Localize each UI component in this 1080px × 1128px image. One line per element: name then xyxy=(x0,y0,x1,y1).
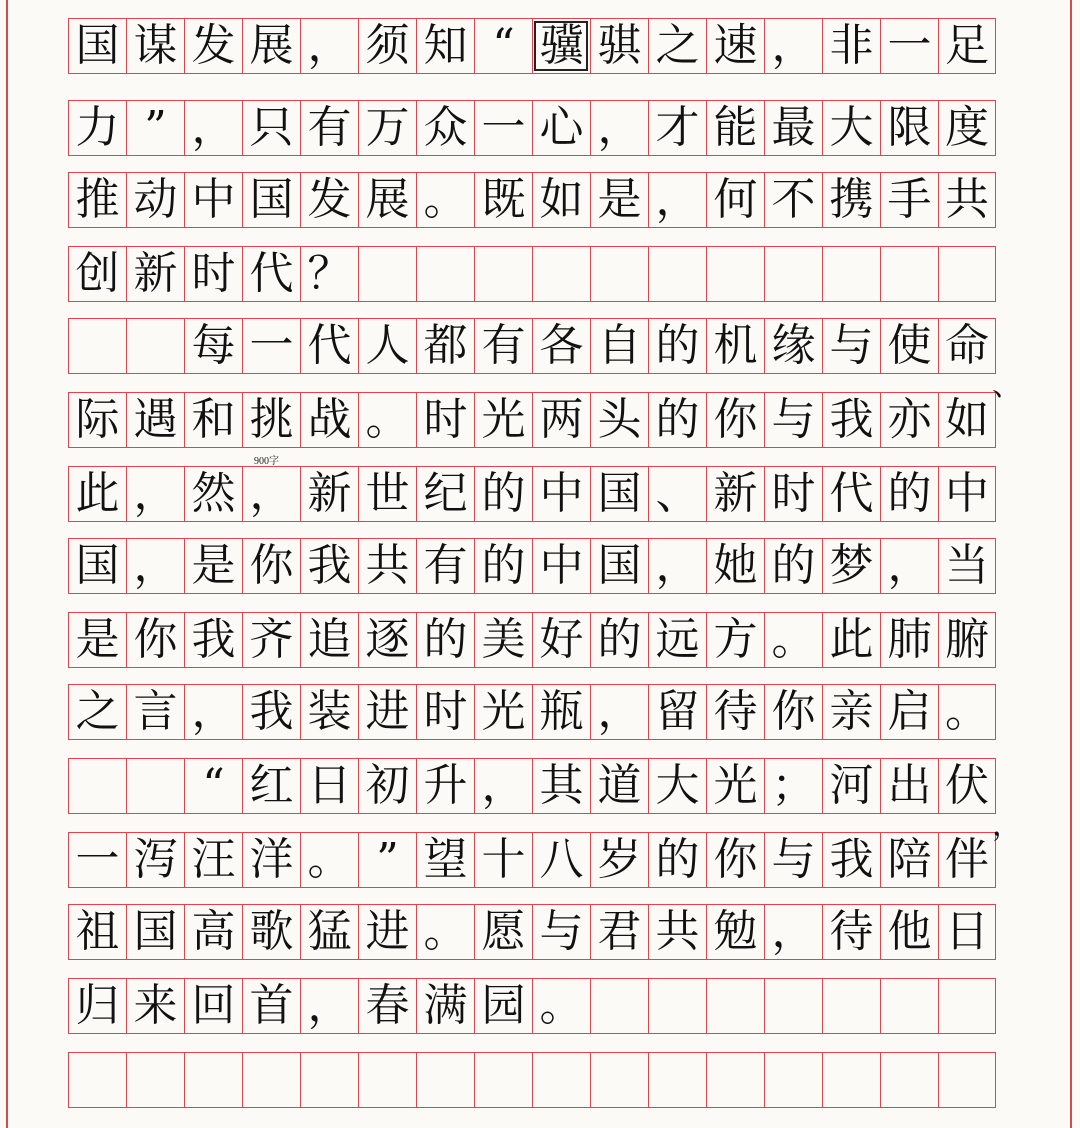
grid-cell: 你 xyxy=(242,539,300,593)
grid-cell: 展 xyxy=(358,173,416,227)
grid-cell: 发 xyxy=(300,173,358,227)
grid-cell: 君 xyxy=(590,905,648,959)
grid-cell: 一 xyxy=(474,101,532,155)
grid-cell: 祖 xyxy=(68,905,126,959)
grid-cell: ， xyxy=(126,467,184,521)
grid-row xyxy=(68,978,996,1034)
grid-cell: 携 xyxy=(822,173,880,227)
grid-row xyxy=(68,318,996,374)
grid-cell: 美 xyxy=(474,613,532,667)
grid-cell: 。 xyxy=(416,905,474,959)
grid-cell: 国 xyxy=(68,19,126,73)
grid-cell: 心 xyxy=(532,101,590,155)
grid-cell: 度 xyxy=(938,101,996,155)
grid-cell xyxy=(880,979,938,1033)
grid-cell xyxy=(300,1053,358,1107)
grid-cell xyxy=(648,979,706,1033)
grid-cell: ； xyxy=(764,759,822,813)
grid-cell xyxy=(764,979,822,1033)
grid-cell xyxy=(648,247,706,301)
grid-row xyxy=(68,18,996,74)
grid-cell: 汪 xyxy=(184,833,242,887)
grid-cell: 与 xyxy=(822,319,880,373)
grid-cell: 国 xyxy=(68,539,126,593)
grid-cell: ， xyxy=(590,685,648,739)
grid-cell: 此 xyxy=(68,467,126,521)
grid-cell: 我 xyxy=(822,393,880,447)
grid-cell: 猛 xyxy=(300,905,358,959)
grid-cell: 何 xyxy=(706,173,764,227)
grid-cell: 启 xyxy=(880,685,938,739)
grid-cell: 的 xyxy=(474,467,532,521)
grid-cell: 国 xyxy=(590,467,648,521)
grid-cell: 日 xyxy=(938,905,996,959)
grid-cell: 留 xyxy=(648,685,706,739)
grid-cell: ” xyxy=(126,101,184,155)
grid-cell: 新 xyxy=(126,247,184,301)
grid-cell: 大 xyxy=(822,101,880,155)
grid-cell: 的 xyxy=(416,613,474,667)
grid-cell: 你 xyxy=(764,685,822,739)
grid-cell xyxy=(938,979,996,1033)
grid-cell: 新 xyxy=(706,467,764,521)
grid-cell: 遇 xyxy=(126,393,184,447)
grid-cell: 时 xyxy=(416,393,474,447)
grid-cell: ， xyxy=(184,685,242,739)
grid-cell: 创 xyxy=(68,247,126,301)
grid-cell: ， xyxy=(300,979,358,1033)
grid-row xyxy=(68,832,996,888)
left-margin-line xyxy=(6,0,8,1128)
grid-cell: 、 xyxy=(648,467,706,521)
grid-cell: 十 xyxy=(474,833,532,887)
grid-row xyxy=(68,758,996,814)
grid-cell: 中 xyxy=(938,467,996,521)
grid-cell: 既 xyxy=(474,173,532,227)
grid-cell: 共 xyxy=(938,173,996,227)
grid-cell: 使 xyxy=(880,319,938,373)
grid-cell: 自 xyxy=(590,319,648,373)
grid-row xyxy=(68,684,996,740)
grid-cell: ， xyxy=(880,539,938,593)
grid-cell xyxy=(648,1053,706,1107)
grid-cell: ， xyxy=(648,539,706,593)
grid-cell: 首 xyxy=(242,979,300,1033)
grid-cell xyxy=(126,1053,184,1107)
grid-cell xyxy=(822,979,880,1033)
grid-cell: 纪 xyxy=(416,467,474,521)
grid-cell xyxy=(416,1053,474,1107)
grid-cell: 和 xyxy=(184,393,242,447)
grid-cell: 只 xyxy=(242,101,300,155)
grid-cell: 伴 xyxy=(938,833,996,887)
grid-cell: 推 xyxy=(68,173,126,227)
grid-cell: 之 xyxy=(68,685,126,739)
grid-cell: 。 xyxy=(764,613,822,667)
grid-cell: “ xyxy=(474,19,532,73)
grid-cell: 进 xyxy=(358,905,416,959)
grid-cell: 国 xyxy=(242,173,300,227)
grid-cell: 骐 xyxy=(590,19,648,73)
grid-cell: 才 xyxy=(648,101,706,155)
grid-cell xyxy=(68,759,126,813)
grid-cell: 待 xyxy=(822,905,880,959)
grid-cell: 梦 xyxy=(822,539,880,593)
grid-cell: ， xyxy=(300,19,358,73)
grid-cell: 缘 xyxy=(764,319,822,373)
grid-cell: 肺 xyxy=(880,613,938,667)
grid-cell xyxy=(880,247,938,301)
grid-cell: 方 xyxy=(706,613,764,667)
grid-cell: ， xyxy=(184,101,242,155)
grid-cell xyxy=(184,1053,242,1107)
grid-cell: 与 xyxy=(764,393,822,447)
grid-row xyxy=(68,612,996,668)
grid-cell: 腑 xyxy=(938,613,996,667)
grid-cell: 不 xyxy=(764,173,822,227)
grid-cell xyxy=(764,1053,822,1107)
grid-cell: ， xyxy=(764,19,822,73)
grid-cell xyxy=(880,1053,938,1107)
grid-cell: 泻 xyxy=(126,833,184,887)
grid-cell: 高 xyxy=(184,905,242,959)
grid-cell: 之 xyxy=(648,19,706,73)
grid-cell: 你 xyxy=(706,393,764,447)
grid-cell: 的 xyxy=(764,539,822,593)
overflow-mark: ， xyxy=(992,808,1022,843)
grid-cell: 中 xyxy=(532,539,590,593)
grid-cell: 伏 xyxy=(938,759,996,813)
word-count-label: 900字 xyxy=(254,456,279,467)
grid-cell xyxy=(358,1053,416,1107)
grid-cell xyxy=(590,247,648,301)
grid-cell: 她 xyxy=(706,539,764,593)
grid-cell: ， xyxy=(590,101,648,155)
grid-row xyxy=(68,1052,996,1108)
grid-cell: 知 xyxy=(416,19,474,73)
grid-cell: 中 xyxy=(184,173,242,227)
grid-cell: 。 xyxy=(416,173,474,227)
grid-cell xyxy=(416,247,474,301)
grid-cell: 有 xyxy=(474,319,532,373)
grid-cell: 共 xyxy=(358,539,416,593)
grid-cell: 展 xyxy=(242,19,300,73)
grid-cell: ， xyxy=(474,759,532,813)
grid-cell: 时 xyxy=(764,467,822,521)
grid-cell: 。 xyxy=(532,979,590,1033)
grid-cell: 速 xyxy=(706,19,764,73)
overflow-mark: 、 xyxy=(992,368,1022,403)
grid-cell: 骥 xyxy=(532,19,590,73)
grid-cell: 亦 xyxy=(880,393,938,447)
grid-row xyxy=(68,246,996,302)
grid-cell: 与 xyxy=(532,905,590,959)
grid-cell: 发 xyxy=(184,19,242,73)
grid-cell: 战 xyxy=(300,393,358,447)
right-margin-line xyxy=(1070,0,1072,1128)
grid-cell xyxy=(358,247,416,301)
grid-cell: 是 xyxy=(590,173,648,227)
grid-cell: 。 xyxy=(358,393,416,447)
grid-cell: 当 xyxy=(938,539,996,593)
grid-row xyxy=(68,172,996,228)
grid-cell: 你 xyxy=(706,833,764,887)
grid-cell: 都 xyxy=(416,319,474,373)
grid-cell: 每 xyxy=(184,319,242,373)
grid-cell xyxy=(68,319,126,373)
grid-cell: ？ xyxy=(300,247,358,301)
grid-cell: 逐 xyxy=(358,613,416,667)
grid-cell: 岁 xyxy=(590,833,648,887)
grid-cell: 我 xyxy=(300,539,358,593)
grid-cell: 其 xyxy=(532,759,590,813)
grid-cell: 是 xyxy=(184,539,242,593)
grid-cell: 足 xyxy=(938,19,996,73)
grid-cell: 远 xyxy=(648,613,706,667)
grid-cell: ， xyxy=(764,905,822,959)
grid-cell: 装 xyxy=(300,685,358,739)
grid-cell: 的 xyxy=(648,393,706,447)
grid-row xyxy=(68,538,996,594)
grid-cell: 勉 xyxy=(706,905,764,959)
grid-cell: 挑 xyxy=(242,393,300,447)
grid-cell: 国 xyxy=(126,905,184,959)
grid-cell: 能 xyxy=(706,101,764,155)
grid-cell xyxy=(706,979,764,1033)
grid-cell: 我 xyxy=(184,613,242,667)
grid-cell xyxy=(590,979,648,1033)
grid-cell: 须 xyxy=(358,19,416,73)
grid-cell xyxy=(938,247,996,301)
grid-cell xyxy=(126,759,184,813)
grid-cell: 机 xyxy=(706,319,764,373)
grid-cell xyxy=(764,247,822,301)
grid-cell: 各 xyxy=(532,319,590,373)
grid-cell: 谋 xyxy=(126,19,184,73)
grid-cell: 瓶 xyxy=(532,685,590,739)
grid-cell: 八 xyxy=(532,833,590,887)
grid-cell xyxy=(532,247,590,301)
grid-cell: 时 xyxy=(184,247,242,301)
grid-cell: 出 xyxy=(880,759,938,813)
grid-cell: 有 xyxy=(416,539,474,593)
grid-cell: 大 xyxy=(648,759,706,813)
grid-cell: 日 xyxy=(300,759,358,813)
grid-cell: 手 xyxy=(880,173,938,227)
grid-cell: 一 xyxy=(880,19,938,73)
grid-cell: 待 xyxy=(706,685,764,739)
grid-cell: 道 xyxy=(590,759,648,813)
grid-row xyxy=(68,904,996,960)
grid-cell xyxy=(242,1053,300,1107)
grid-cell: 升 xyxy=(416,759,474,813)
grid-cell: 一 xyxy=(68,833,126,887)
grid-cell: 限 xyxy=(880,101,938,155)
grid-cell xyxy=(706,1053,764,1107)
grid-cell: 新 xyxy=(300,467,358,521)
grid-cell: 光 xyxy=(474,393,532,447)
grid-cell: 命 xyxy=(938,319,996,373)
grid-cell: ， xyxy=(242,467,300,521)
grid-cell: 歌 xyxy=(242,905,300,959)
grid-cell: 红 xyxy=(242,759,300,813)
grid-cell: 愿 xyxy=(474,905,532,959)
grid-cell: 的 xyxy=(880,467,938,521)
grid-cell: 代 xyxy=(242,247,300,301)
grid-cell: 际 xyxy=(68,393,126,447)
grid-cell: 光 xyxy=(474,685,532,739)
grid-cell: 的 xyxy=(590,613,648,667)
grid-cell: 初 xyxy=(358,759,416,813)
grid-cell: 动 xyxy=(126,173,184,227)
grid-row xyxy=(68,392,996,448)
grid-cell: 他 xyxy=(880,905,938,959)
grid-cell: 最 xyxy=(764,101,822,155)
grid-cell: 亲 xyxy=(822,685,880,739)
grid-cell: 追 xyxy=(300,613,358,667)
grid-cell: 有 xyxy=(300,101,358,155)
grid-cell: 你 xyxy=(126,613,184,667)
grid-cell: 满 xyxy=(416,979,474,1033)
grid-cell: 光 xyxy=(706,759,764,813)
grid-cell: 力 xyxy=(68,101,126,155)
grid-cell: 共 xyxy=(648,905,706,959)
grid-cell: 我 xyxy=(242,685,300,739)
grid-cell: 众 xyxy=(416,101,474,155)
grid-cell: 非 xyxy=(822,19,880,73)
grid-cell: 万 xyxy=(358,101,416,155)
grid-cell: 此 xyxy=(822,613,880,667)
grid-cell xyxy=(474,247,532,301)
grid-cell: 来 xyxy=(126,979,184,1033)
grid-cell xyxy=(68,1053,126,1107)
grid-cell: 中 xyxy=(532,467,590,521)
grid-cell: 回 xyxy=(184,979,242,1033)
grid-cell xyxy=(822,247,880,301)
grid-cell: 是 xyxy=(68,613,126,667)
grid-cell: 国 xyxy=(590,539,648,593)
grid-cell: 齐 xyxy=(242,613,300,667)
grid-cell xyxy=(822,1053,880,1107)
grid-cell: 时 xyxy=(416,685,474,739)
grid-cell: 的 xyxy=(648,319,706,373)
grid-cell: 洋 xyxy=(242,833,300,887)
grid-cell: ， xyxy=(126,539,184,593)
grid-cell: 我 xyxy=(822,833,880,887)
grid-cell xyxy=(938,1053,996,1107)
grid-cell: “ xyxy=(184,759,242,813)
grid-cell: 如 xyxy=(938,393,996,447)
grid-cell: ， xyxy=(648,173,706,227)
grid-row xyxy=(68,100,996,156)
grid-cell: 人 xyxy=(358,319,416,373)
grid-cell: 世 xyxy=(358,467,416,521)
grid-cell: 言 xyxy=(126,685,184,739)
grid-cell: 代 xyxy=(300,319,358,373)
grid-cell: 然 xyxy=(184,467,242,521)
grid-cell xyxy=(706,247,764,301)
grid-cell: 好 xyxy=(532,613,590,667)
grid-cell: 的 xyxy=(474,539,532,593)
grid-cell xyxy=(474,1053,532,1107)
grid-cell: ” xyxy=(358,833,416,887)
grid-cell: 一 xyxy=(242,319,300,373)
grid-cell: 。 xyxy=(938,685,996,739)
grid-cell: 的 xyxy=(648,833,706,887)
grid-cell: 望 xyxy=(416,833,474,887)
grid-cell: 春 xyxy=(358,979,416,1033)
grid-cell: 如 xyxy=(532,173,590,227)
grid-cell xyxy=(126,319,184,373)
grid-cell: 代 xyxy=(822,467,880,521)
grid-cell xyxy=(590,1053,648,1107)
grid-cell: 。 xyxy=(300,833,358,887)
grid-cell: 与 xyxy=(764,833,822,887)
grid-cell xyxy=(532,1053,590,1107)
grid-cell: 河 xyxy=(822,759,880,813)
grid-row xyxy=(68,466,996,522)
grid-cell: 陪 xyxy=(880,833,938,887)
grid-cell: 头 xyxy=(590,393,648,447)
grid-cell: 进 xyxy=(358,685,416,739)
grid-cell: 园 xyxy=(474,979,532,1033)
grid-cell: 两 xyxy=(532,393,590,447)
grid-cell: 归 xyxy=(68,979,126,1033)
